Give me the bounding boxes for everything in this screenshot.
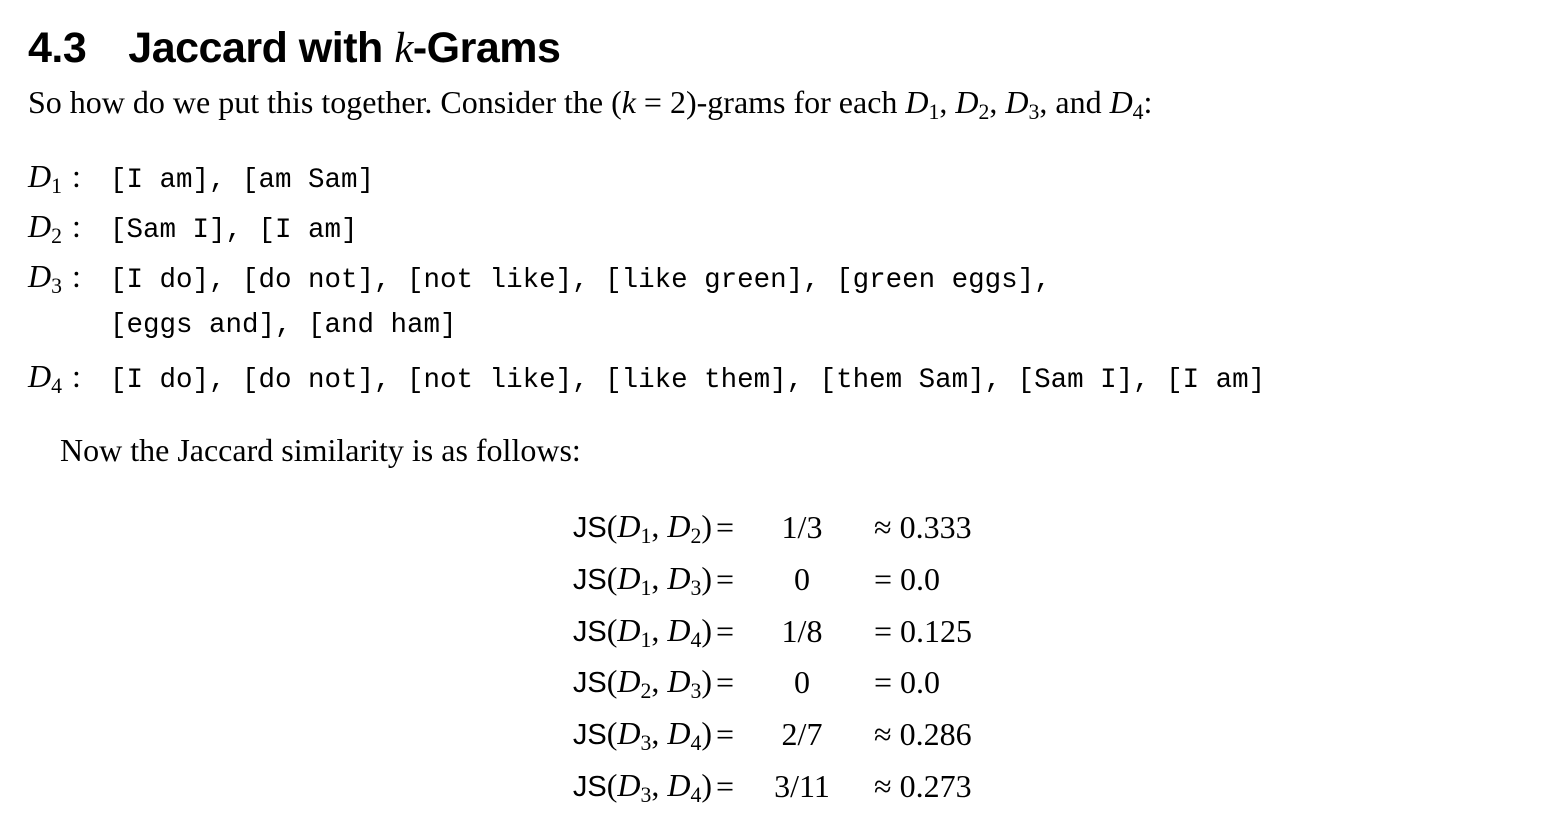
intro-d4: D	[1109, 84, 1133, 120]
jaccard-fraction: 2/7	[781, 716, 823, 753]
relation-sign: ≈	[874, 767, 892, 804]
equals-sign: =	[716, 716, 735, 753]
jaccard-fraction: 3/11	[774, 767, 830, 804]
gram-label-sub: 1	[51, 174, 62, 199]
section-title-prefix: Jaccard with	[128, 24, 395, 72]
gram-label-colon: :	[71, 358, 81, 394]
jaccard-lhs: $JS(D_1$, $D_3$)	[572, 559, 712, 600]
jaccard-row	[512, 554, 972, 606]
jaccard-fraction: 0	[794, 664, 810, 701]
gram-label-d: D	[28, 158, 52, 194]
jaccard-decimal: 0.333	[899, 509, 972, 545]
intro-eq: = 2)-grams for each	[635, 84, 906, 120]
intro-d2: D	[955, 84, 979, 120]
intro-k: k	[621, 84, 636, 120]
followup-text: Now the Jaccard similarity is as follows:	[60, 432, 581, 468]
gram-label-d: D	[28, 208, 52, 244]
intro-sub4: 4	[1132, 100, 1144, 125]
doc-d: D	[617, 559, 641, 596]
gram-list: [I am], [am Sam]	[110, 165, 375, 196]
doc-d: D	[617, 766, 641, 803]
jaccard-lhs: $JS(D_1$, $D_2$)	[572, 508, 712, 549]
js-label: JS	[572, 615, 607, 648]
doc-index-b: 4	[690, 627, 702, 652]
gram-row-d3-continued	[28, 306, 457, 346]
doc-d: D	[667, 766, 691, 803]
js-label: JS	[572, 667, 607, 700]
jaccard-decimal-cell	[852, 606, 972, 658]
jaccard-decimal-cell	[852, 502, 972, 554]
relation-sign: =	[874, 664, 893, 701]
doc-index-a: 2	[640, 679, 652, 704]
section-title-k: k	[394, 25, 413, 72]
doc-d: D	[667, 611, 691, 648]
gram-row-d3	[28, 256, 1051, 299]
section-heading	[28, 22, 560, 75]
intro-sub2: 2	[978, 100, 990, 125]
gram-label	[28, 206, 110, 249]
jaccard-fraction: 1/3	[781, 509, 823, 545]
gram-label	[28, 256, 110, 299]
jaccard-fraction: 1/8	[781, 612, 823, 649]
jaccard-decimal-cell	[852, 761, 972, 813]
jaccard-decimal: 0.0	[900, 664, 941, 701]
doc-index-a: 3	[640, 783, 652, 808]
jaccard-lhs: $JS(D_3$, $D_4$)	[572, 715, 712, 756]
gram-label-colon: :	[71, 258, 81, 294]
gram-label-sub: 3	[51, 274, 62, 299]
jaccard-decimal: 0.125	[900, 612, 973, 649]
jaccard-decimal-cell	[852, 554, 972, 606]
equals-sign: =	[716, 612, 735, 649]
gram-label-colon: :	[71, 208, 81, 244]
gram-list: [eggs and], [and ham]	[110, 310, 457, 341]
jaccard-row	[512, 761, 972, 813]
intro-sub3: 3	[1028, 100, 1040, 125]
intro-sep1: ,	[939, 84, 956, 120]
relation-sign: =	[874, 560, 893, 597]
gram-label-sub: 4	[51, 374, 62, 399]
doc-index-a: 3	[640, 731, 652, 756]
doc-index-b: 4	[690, 731, 702, 756]
js-label: JS	[572, 563, 607, 596]
intro-sep3: , and	[1039, 84, 1110, 120]
doc-d: D	[667, 508, 691, 544]
intro-paragraph	[28, 82, 1153, 125]
jaccard-fraction: 0	[794, 560, 810, 597]
jaccard-row	[512, 657, 972, 709]
js-label: JS	[572, 770, 607, 803]
gram-row-d2	[28, 206, 358, 249]
doc-index-a: 1	[640, 575, 652, 600]
doc-d: D	[667, 715, 691, 752]
doc-index-b: 3	[690, 679, 702, 704]
jaccard-table	[512, 502, 972, 813]
jaccard-decimal: 0.286	[899, 716, 972, 753]
intro-d3: D	[1005, 84, 1029, 120]
doc-d: D	[667, 663, 691, 700]
doc-index-b: 3	[690, 575, 702, 600]
relation-sign: =	[874, 612, 893, 649]
equals-sign: =	[716, 664, 735, 701]
jaccard-lhs: $JS(D_3$, $D_4$)	[572, 766, 712, 808]
jaccard-decimal: 0.0	[900, 560, 941, 597]
jaccard-lhs: $JS(D_1$, $D_4$)	[572, 611, 712, 652]
gram-list: [Sam I], [I am]	[110, 215, 358, 246]
doc-d: D	[617, 611, 641, 648]
equals-sign: =	[716, 767, 735, 804]
intro-d1: D	[905, 84, 929, 120]
gram-label-d: D	[28, 258, 52, 294]
jaccard-decimal-cell	[852, 709, 972, 761]
intro-text: So how do we put this together. Consider the (	[28, 84, 622, 120]
js-label: JS	[572, 512, 607, 544]
jaccard-row	[512, 606, 972, 658]
doc-index-b: 2	[690, 524, 702, 549]
intro-sub1: 1	[928, 100, 940, 125]
gram-row-d1	[28, 156, 375, 199]
section-number: 4.3	[28, 24, 87, 72]
jaccard-decimal-cell	[852, 657, 972, 709]
gram-list: [I do], [do not], [not like], [like green], [green eggs],	[110, 265, 1051, 296]
jaccard-decimal: 0.273	[899, 767, 972, 804]
jaccard-lhs: $JS(D_2$, $D_3$)	[572, 663, 712, 704]
section-title-suffix: -Grams	[412, 24, 561, 72]
intro-end: :	[1143, 84, 1153, 120]
gram-list: [I do], [do not], [not like], [like them], [them Sam], [Sam I], [I am]	[110, 365, 1266, 396]
doc-index-a: 1	[640, 524, 652, 549]
doc-d: D	[617, 663, 641, 700]
relation-sign: ≈	[874, 716, 892, 753]
intro-sep2: ,	[989, 84, 1006, 120]
jaccard-row	[512, 709, 972, 761]
equals-sign: =	[716, 509, 735, 545]
gram-row-d4	[28, 356, 1266, 399]
doc-index-a: 1	[640, 627, 652, 652]
jaccard-row	[512, 502, 972, 554]
doc-index-b: 4	[690, 783, 702, 808]
relation-sign: ≈	[874, 509, 892, 545]
doc-d: D	[667, 559, 691, 596]
gram-label-d: D	[28, 358, 52, 394]
gram-label	[28, 156, 110, 199]
gram-label-colon: :	[71, 158, 81, 194]
gram-label	[28, 356, 110, 399]
js-label: JS	[572, 719, 607, 752]
doc-d: D	[617, 715, 641, 752]
equals-sign: =	[716, 560, 735, 597]
doc-d: D	[617, 508, 641, 544]
gram-label-sub: 2	[51, 224, 62, 249]
